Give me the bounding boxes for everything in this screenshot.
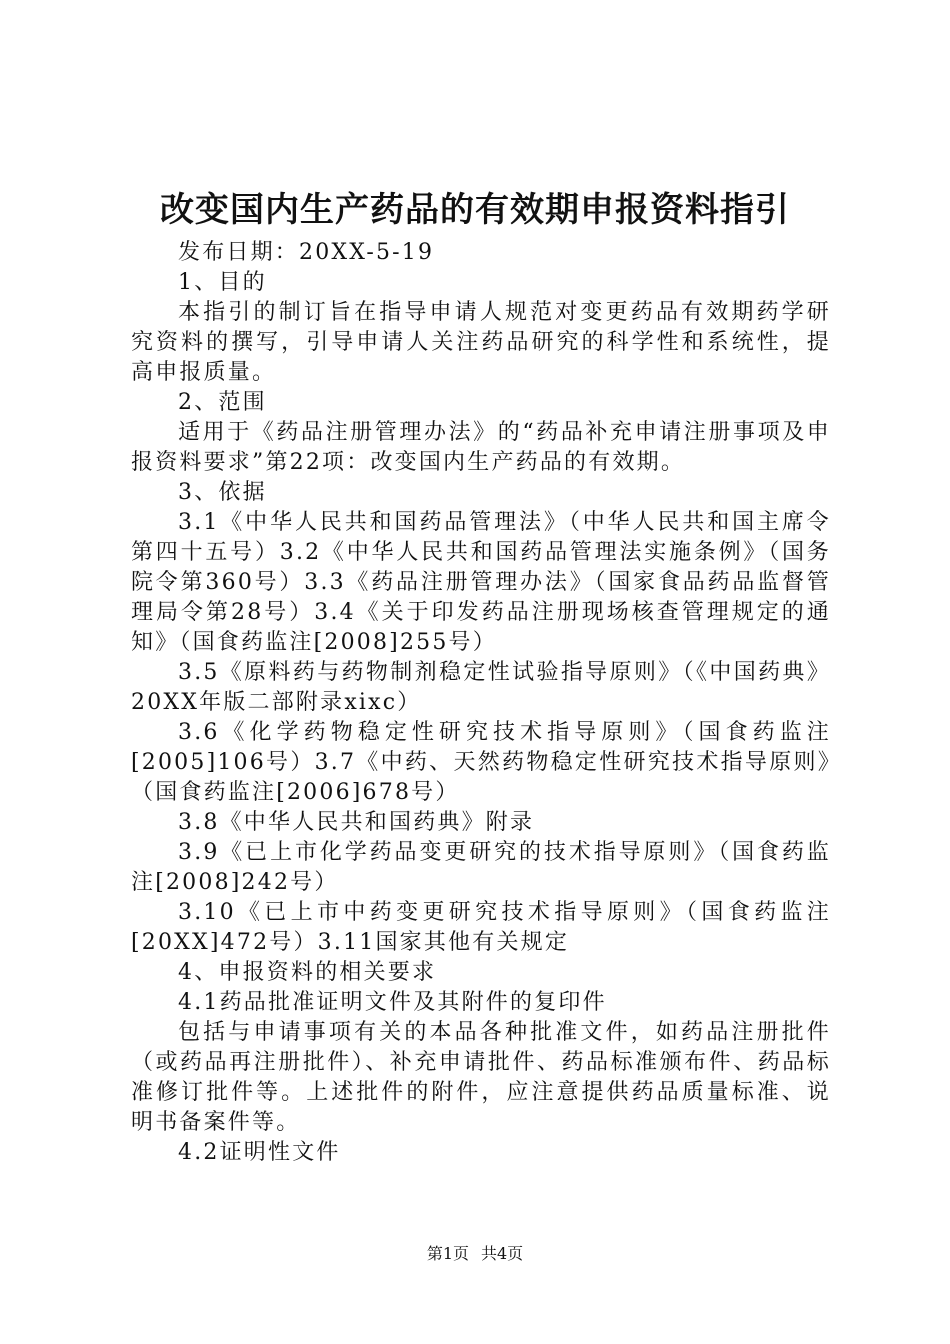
section-heading: 3、依据 bbox=[178, 480, 267, 505]
page-total: 共4页 bbox=[481, 1244, 524, 1263]
page-footer bbox=[0, 1244, 950, 1264]
paragraph: 3.10《已上市中药变更研究技术指导原则》（国食药监注[20XX]472号）3.11国家其他有关规定 bbox=[131, 900, 831, 955]
page-number: 第1页 bbox=[426, 1244, 469, 1263]
paragraph: 3.6《化学药物稳定性研究技术指导原则》（国食药监注[2005]106号）3.7《中药、天然药物稳定性研究技术指导原则》（国食药监注[2006]678号） bbox=[131, 720, 831, 805]
paragraph: 3.5《原料药与药物制剂稳定性试验指导原则》（《中国药典》20XX年版二部附录xixc） bbox=[131, 660, 831, 715]
paragraph: 包括与申请事项有关的本品各种批准文件，如药品注册批件（或药品再注册批件）、补充申请批件、药品标准颁布件、药品标准修订批件等。上述批件的附件，应注意提供药品质量标准、说明书备案件等。 bbox=[131, 1020, 831, 1135]
paragraph: 3.8《中华人民共和国药典》附录 bbox=[178, 810, 535, 835]
section-heading: 4、申报资料的相关要求 bbox=[178, 960, 437, 985]
paragraph: 本指引的制订旨在指导申请人规范对变更药品有效期药学研究资料的撰写，引导申请人关注药品研究的科学性和系统性，提高申报质量。 bbox=[131, 300, 831, 385]
publish-date: 发布日期：20XX-5-19 bbox=[178, 240, 435, 265]
document-title: 改变国内生产药品的有效期申报资料指引 bbox=[160, 190, 790, 230]
paragraph: 3.9《已上市化学药品变更研究的技术指导原则》（国食药监注[2008]242号） bbox=[131, 840, 831, 895]
document-body bbox=[131, 238, 831, 1168]
subsection-heading: 4.2证明性文件 bbox=[178, 1140, 341, 1165]
section-heading: 1、目的 bbox=[178, 270, 267, 295]
paragraph: 适用于《药品注册管理办法》的“药品补充申请注册事项及申报资料要求”第22项：改变国内生产药品的有效期。 bbox=[131, 420, 831, 475]
section-heading: 2、范围 bbox=[178, 390, 267, 415]
paragraph: 3.1《中华人民共和国药品管理法》（中华人民共和国主席令第四十五号）3.2《中华人民共和国药品管理法实施条例》（国务院令第360号）3.3《药品注册管理办法》（国家食品药品监督管理局令第28号）3.4《关于印发药品注册现场核查管理规定的通知》（国食药监注[2008]255号） bbox=[131, 510, 831, 655]
subsection-heading: 4.1药品批准证明文件及其附件的复印件 bbox=[178, 990, 607, 1015]
